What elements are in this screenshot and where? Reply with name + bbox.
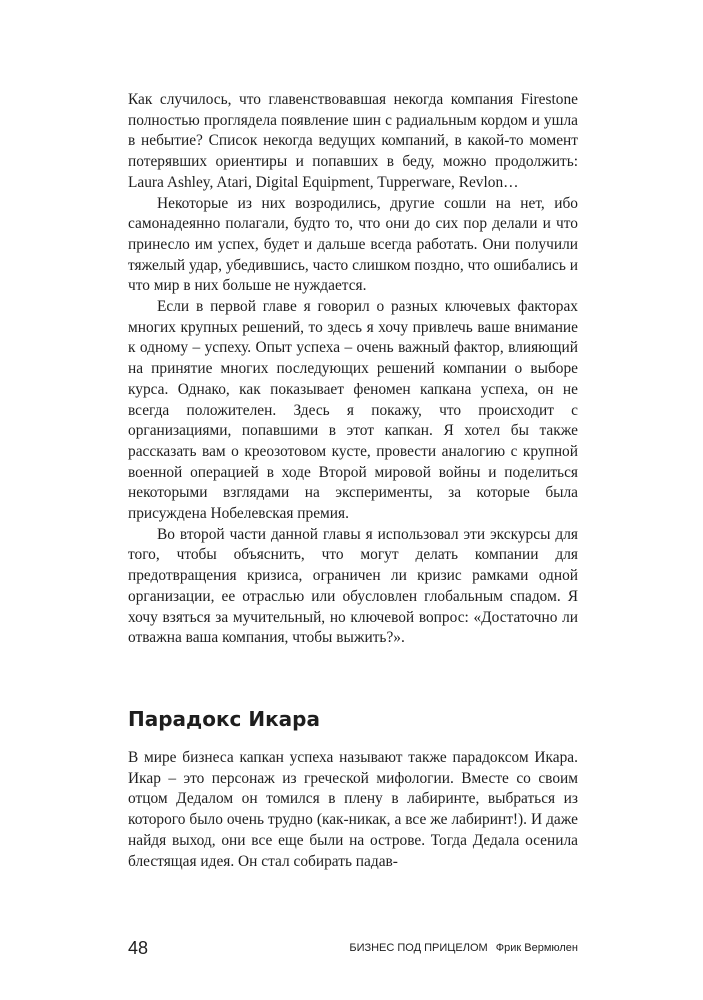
page-footer (128, 936, 578, 960)
author-name: Фрик Вермюлен (495, 942, 578, 954)
paragraph: Если в первой главе я говорил о разных ключевых факторах многих крупных решений, то здесь я хочу привлечь ваше внимание к одному – успеху. Опыт успеха – очень важный фактор, влияющий на принятие многих последующих решений компании о выборе курса. Однако, как показывает феномен капкана успеха, он не всегда положителен. Здесь я покажу, что происходит с организациями, попавшими в этот капкан. Я хотел бы также рассказать вам о креозотовом кусте, провести аналогию с крупной военной операцией в ходе Второй мировой войны и поделиться некоторыми взглядами на эксперименты, за которые была присуждена Нобелевская премия. (128, 298, 578, 523)
paragraph: Во второй части данной главы я использовал эти экскурсы для того, чтобы объяснить, что могут делать компании для предотвращения кризиса, ограничен ли кризис рамками одной организации, ее отраслью или обусловлен глобальным спадом. Я хочу взяться за мучительный, но ключевой вопрос: «Достаточно ли отважна ваша компания, чтобы выжить?». (128, 525, 578, 647)
intro-text (128, 90, 578, 649)
section-text (128, 748, 578, 872)
page-number: 48 (128, 938, 149, 958)
running-head (349, 941, 578, 955)
paragraph: Некоторые из них возродились, другие сошли на нет, ибо самонадеянно полагали, будто то, что они до сих пор делали и что принесло им успех, будет и дальше всегда работать. Они получили тяжелый удар, убедившись, часто слишком поздно, что ошибались и что мир в них больше не нуждается. (128, 194, 578, 295)
paragraph: В мире бизнеса капкан успеха называют также парадоксом Икара. Икар – это персонаж из греческой мифологии. Вместе со своим отцом Дедалом он томился в плену в лабиринте, выбраться из которого было очень трудно (как-никак, а все же лабиринт!). И даже найдя выход, они все еще были на острове. Тогда Дедала осенила блестящая идея. Он стал собирать падав- (128, 749, 578, 870)
section-heading: Парадокс Икара (128, 707, 320, 731)
book-title: БИЗНЕС ПОД ПРИЦЕЛОМ (349, 942, 488, 954)
paragraph: Как случилось, что главенствовавшая некогда компания Firestone полностью проглядела появление шин с радиальным кордом и ушла в небытие? Список некогда ведущих компаний, в какой-то момент потерявших ориентиры и попавших в беду, можно продолжить: Laura Ashley, Atari, Digital Equipment, Tupperware, Revlon… (128, 91, 578, 191)
